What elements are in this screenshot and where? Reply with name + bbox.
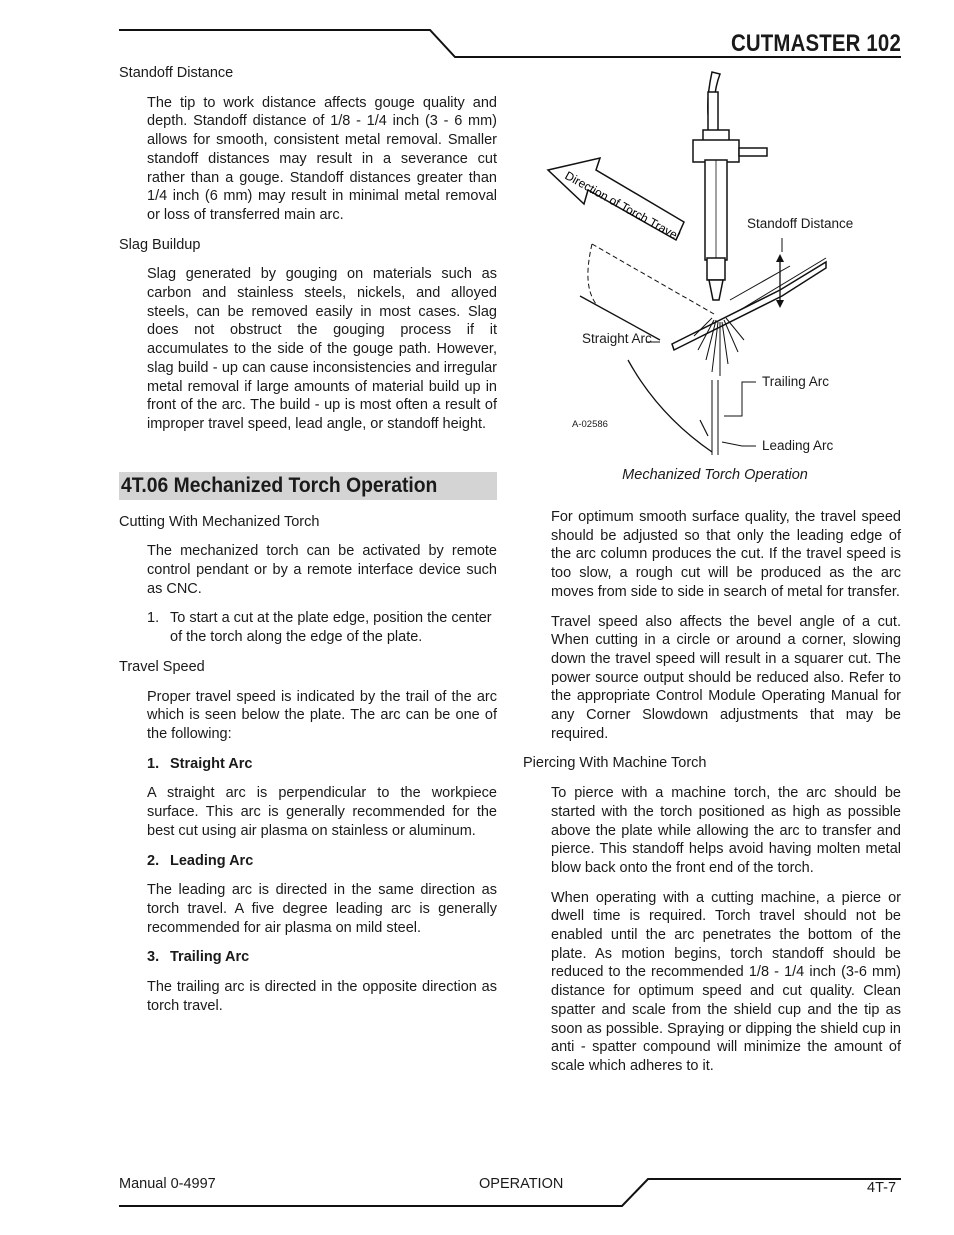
standoff-distance-label: Standoff Distance	[747, 216, 854, 231]
figure-id: A-02586	[572, 419, 608, 430]
figure-caption: Mechanized Torch Operation	[622, 467, 808, 483]
step-number: 1.	[147, 610, 160, 627]
travel-speed-paragraph-1: For optimum smooth surface quality, the travel speed should be adjusted so that only the leading edge of the arc column produces the cut. If the travel speed is too slow, a rough cut will be produced as the arc moves from side to side in search of metal for transfer.	[551, 509, 901, 600]
travel-speed-paragraph-2: Travel speed also affects the bevel angle of a cut. When cutting in a circle or around a corner, slowing down the travel speed will result in a squarer cut. The power source output should be reduced also. Refer to the appropriate Control Module Operating Manual for any Corner Slowdown adjustments that may be required.	[551, 613, 901, 742]
piercing-heading: Piercing With Machine Torch	[523, 755, 707, 772]
slag-paragraph: Slag generated by gouging on materials such as carbon and stainless steels, nickels, and alloyed steels, can be removed easily in most cases. Slag does not obstruct the gouging process if it accumulates to the side of the gouge path. However, slag build - up can cause inconsistencies and irregular metal removal if large amounts of material build up in front of the arc. The build - up is most often a result of improper travel speed, lead angle, or standoff height.	[147, 266, 497, 432]
item-straight-arc-body: A straight arc is perpendicular to the workpiece surface. This arc is generally recommended for the best cut using air plasma on stainless or aluminum.	[147, 785, 497, 839]
piercing-paragraph-2: When operating with a cutting machine, a pierce or dwell time is required. Torch travel should not be enabled until the arc penetrates the bottom of the plate. As motion begins, torch standoff should be reduced to the recommended 1/8 - 1/4 inch (3-6 mm) distance for optimum speed and cut quality. Clean spatter and scale from the shield cup and the tip as soon as possible. Spraying or dipping the shield cup in anti - spatter compound will minimize the amount of scale which adheres to it.	[551, 889, 901, 1074]
standoff-paragraph: The tip to work distance affects gouge quality and depth. Standoff distance of 1/8 - 1/4 inch (3 - 6 mm) allows for smooth, consistent metal removal. Smaller standoff distances may result in a severance cut rather than a gouge. Standoff distances greater than 1/4 inch (6 mm) may result in minimal metal removal or loss of transferred main arc.	[147, 94, 497, 223]
leading-arc-label: Leading Arc	[762, 438, 834, 453]
travel-paragraph: Proper travel speed is indicated by the trail of the arc which is seen below the plate. The arc can be one of the following:	[147, 688, 497, 742]
item-trailing-arc-title: 3. Trailing Arc	[147, 949, 250, 966]
item-trailing-arc-body: The trailing arc is directed in the opposite direction as torch travel.	[147, 979, 497, 1014]
cutting-step	[147, 609, 497, 646]
arrow-label: Direction of Torch Travel	[562, 168, 683, 244]
document-title: CUTMASTER 102	[731, 30, 901, 57]
item-leading-arc-body: The leading arc is directed in the same direction as torch travel. A five degree leading arc is generally recommended for air plasma on mild steel.	[147, 882, 497, 936]
travel-heading: Travel Speed	[119, 658, 205, 675]
item-leading-arc-title: 2. Leading Arc	[147, 852, 254, 869]
left-column	[119, 64, 497, 1026]
footer-section: OPERATION	[479, 1176, 564, 1192]
piercing-paragraph-1: To pierce with a machine torch, the arc should be started with the torch positioned as high as possible above the plate while allowing the arc to transfer and pierce. This standoff helps avoid having molten metal blow back onto the front end of the torch.	[551, 785, 901, 876]
section-heading: 4T.06 Mechanized Torch Operation	[119, 472, 497, 500]
item-straight-arc-title: 1. Straight Arc	[147, 755, 253, 772]
footer-manual-number: Manual 0-4997	[119, 1176, 216, 1192]
mechanized-torch-figure	[540, 60, 900, 460]
right-column	[523, 508, 901, 1087]
trailing-arc-label: Trailing Arc	[762, 374, 830, 389]
slag-heading: Slag Buildup	[119, 236, 201, 253]
step-text: To start a cut at the plate edge, position the center of the torch along the edge of the plate.	[170, 610, 492, 646]
cutting-heading: Cutting With Mechanized Torch	[119, 513, 320, 530]
straight-arc-label: Straight Arc	[582, 331, 652, 346]
standoff-heading: Standoff Distance	[119, 65, 234, 81]
cutting-paragraph: The mechanized torch can be activated by remote control pendant or by a remote interface device such as CNC.	[147, 543, 497, 597]
footer-page-number: 4T-7	[867, 1180, 897, 1196]
